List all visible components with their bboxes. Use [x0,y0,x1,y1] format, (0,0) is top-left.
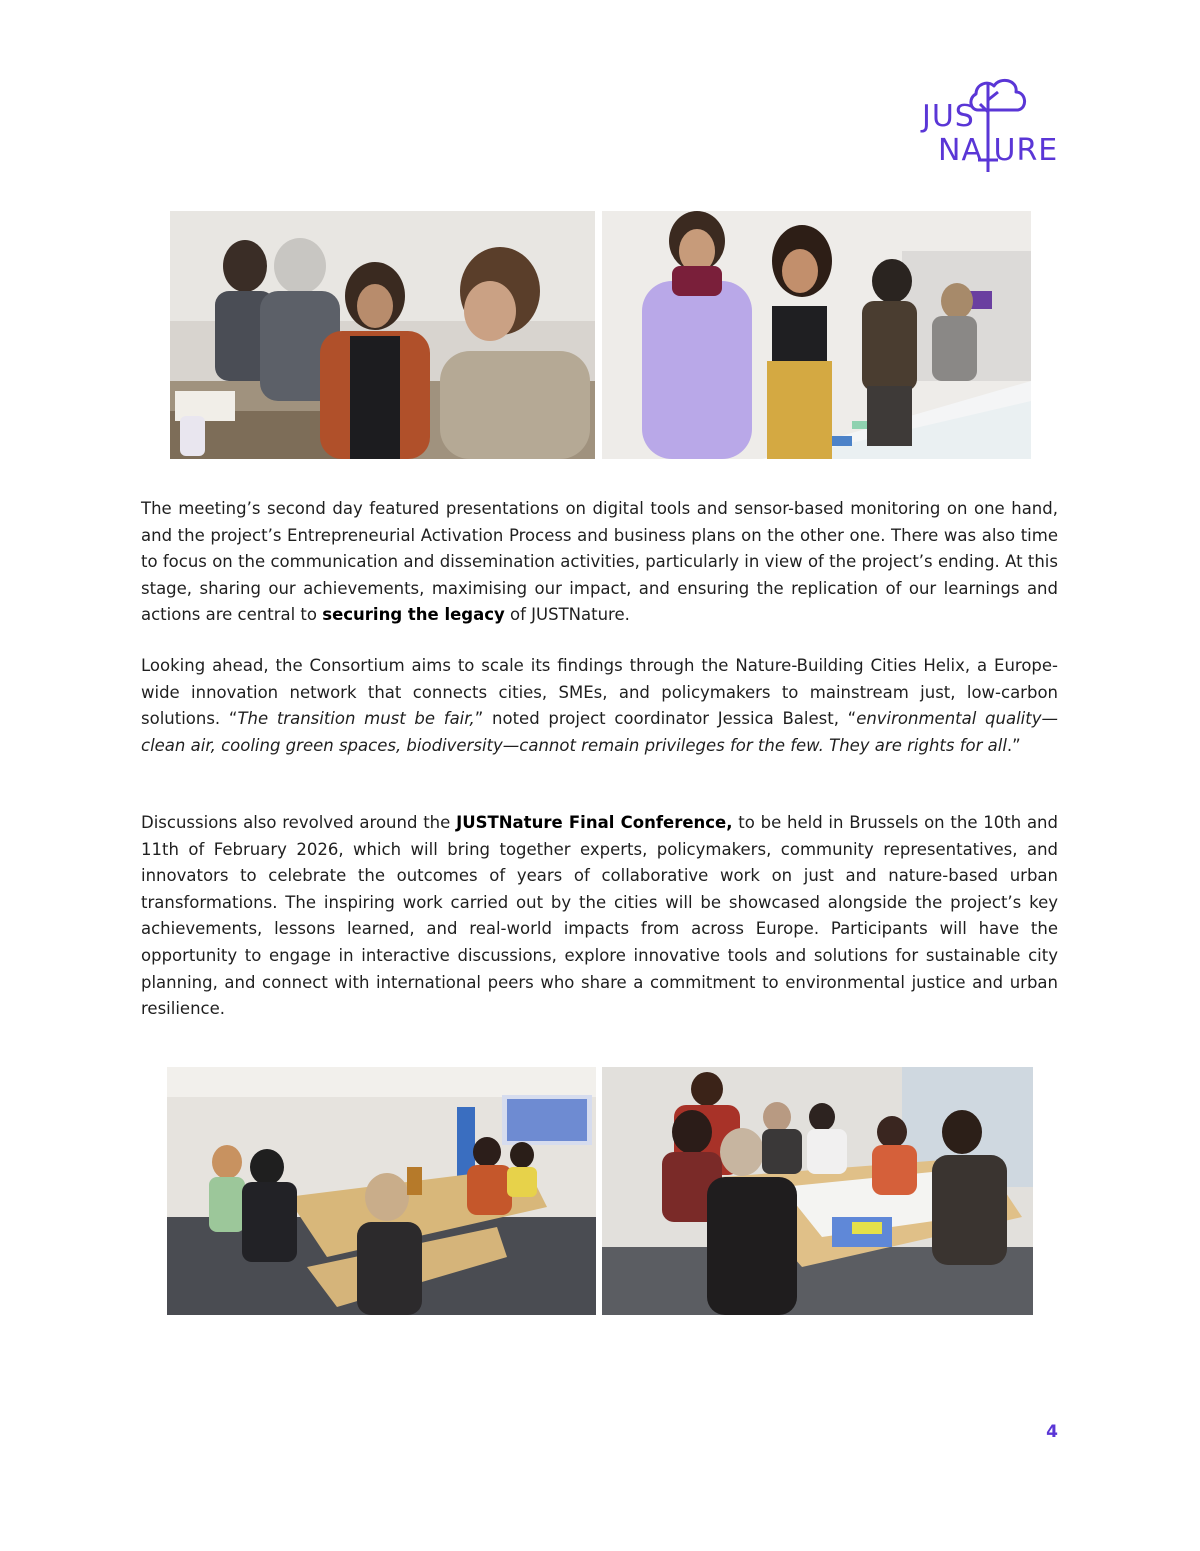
logo-line-1: JUS [922,99,975,134]
photo-group-table [602,1067,1033,1315]
paragraph-second-day [141,496,1058,629]
para2-quote-1: The transition must be fair, [237,709,475,729]
logo-line-2: NA URE [938,133,1059,168]
para3-text-start: Discussions also revolved around the [141,813,457,832]
para2-text-end: .” [1006,735,1021,755]
paragraph-looking-ahead [141,653,1058,759]
photo-people-table-icon [170,211,595,459]
photo-group-work-icon [602,1067,1033,1315]
para1-text-start: The meeting’s second day featured presentations on digital tools and sensor-based monitoring on one hand, and the project’s Entrepreneurial Activation Process and business plans on the other one. There was also time to focus on the communication and dissemination activities, particularly in view of the project’s ending. At this stage, sharing our achievements, maximising our impact, and ensuring the replication of our learnings and actions are central to [141,499,1058,625]
photo-meeting-discussion [170,211,595,459]
page-number: 4 [1046,1422,1058,1442]
para2-text-middle: ” noted project coordinator Jessica Balest, “ [474,709,857,729]
para1-bold: securing the legacy [322,605,505,625]
paragraph-final-conference [141,810,1058,1023]
photo-presentation-room [167,1067,596,1315]
photo-presentation-icon [167,1067,596,1315]
para3-text-end: to be held in Brussels on the 10th and 11th of February 2026, which will bring together experts, policymakers, community representatives, and innovators to celebrate the outcomes of years of collaborative work on just and nature-based urban transformations. The inspiring work carried out by the cities will be showcased alongside the project’s key achievements, lessons learned, and real-world impacts from across Europe. Participants will have the opportunity to engage in interactive discussions, explore innovative tools and solutions for sustainable city planning, and connect with international peers who share a commitment to environmental justice and urban resilience. [141,813,1058,1019]
photo-workshop-standing [602,211,1031,459]
photo-people-standing-icon [602,211,1031,459]
para2-text-start: Looking ahead, the Consortium aims to scale its findings through the Nature-Building Cities Helix, a Europe-wide innovation network that connects cities, SMEs, and policymakers to mainstream just, low-carbon solutions. “ [141,656,1058,729]
para3-bold: JUSTNature Final Conference, [456,813,733,832]
para1-text-end: of JUSTNature. [504,605,630,625]
para2-quote-2: environmental quality—clean air, cooling green spaces, biodiversity—cannot remain privileges for the few. They are rights for all [141,709,1058,755]
justnature-logo [918,72,1058,182]
